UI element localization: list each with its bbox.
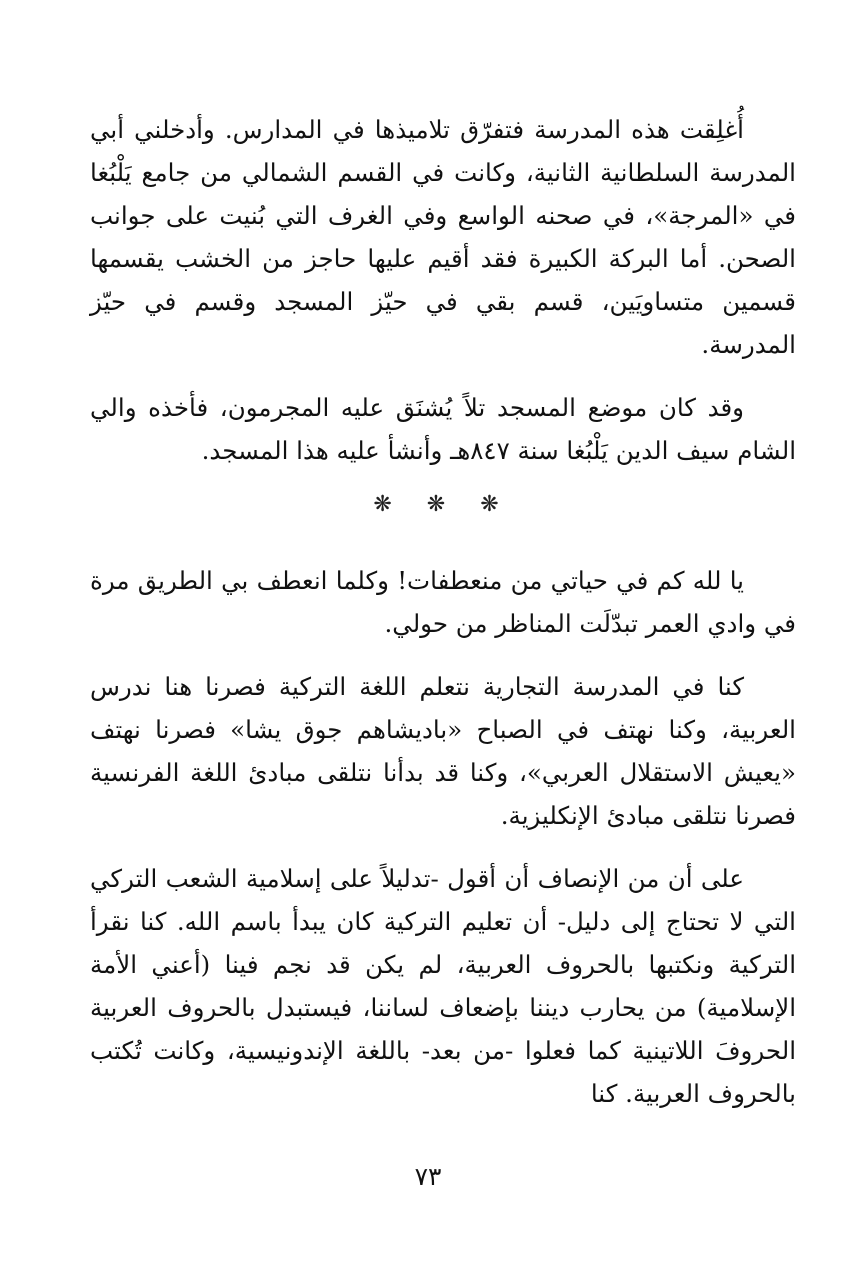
paragraph-languages: كنا في المدرسة التجارية نتعلم اللغة التركية فصرنا هنا ندرس العربية، وكنا نهتف في الصباح «باديشاهم جوق يشا» فصرنا نهتف «يعيش الاستقلال العربي»، وكنا قد بدأنا نتلقى مبادئ اللغة الفرنسية فصرنا نتلقى مبادئ الإنكليزية.	[90, 672, 796, 830]
paragraph-turkish-teaching: على أن من الإنصاف أن أقول -تدليلاً على إسلامية الشعب التركي التي لا تحتاج إلى دليل- أن تعليم التركية كان يبدأ باسم الله. كنا نقرأ التركية ونكتبها بالحروف العربية، لم يكن قد نجم فينا (أعني الأمة الإسلامية) من يحارب ديننا بإضعاف لساننا، فيستبدل بالحروف العربية الحروفَ اللاتينية كما فعلوا -من بعد- باللغة الإندونيسية، وكانت تُكتب بالحروف العربية. كنا	[90, 864, 796, 1108]
page-number: ٧٣	[414, 1162, 442, 1191]
section-separator: ❋ ❋ ❋	[373, 492, 513, 517]
paragraph-life-turns: يا لله كم في حياتي من منعطفات! وكلما انعطف بي الطريق مرة في وادي العمر تبدّلَت المناظر من حولي.	[90, 566, 796, 638]
paragraph-mosque-history: وقد كان موضع المسجد تلاً يُشنَق عليه المجرمون، فأخذه والي الشام سيف الدين يَلْبُغا سنة ٨٤٧هـ وأنشأ عليه هذا المسجد.	[90, 393, 796, 465]
page-body	[90, 108, 796, 1135]
paragraph-school-closed: أُغلِقت هذه المدرسة فتفرّق تلاميذها في المدارس. وأدخلني أبي المدرسة السلطانية الثانية، وكانت في القسم الشمالي من جامع يَلْبُغا في «المرجة»، في صحنه الواسع وفي الغرف التي بُنيت على جوانب الصحن. أما البركة الكبيرة فقد أقيم عليها حاجز من الخشب يقسمها قسمين متساويَين، قسم بقي في حيّز المسجد وقسم في حيّز المدرسة.	[90, 115, 796, 359]
